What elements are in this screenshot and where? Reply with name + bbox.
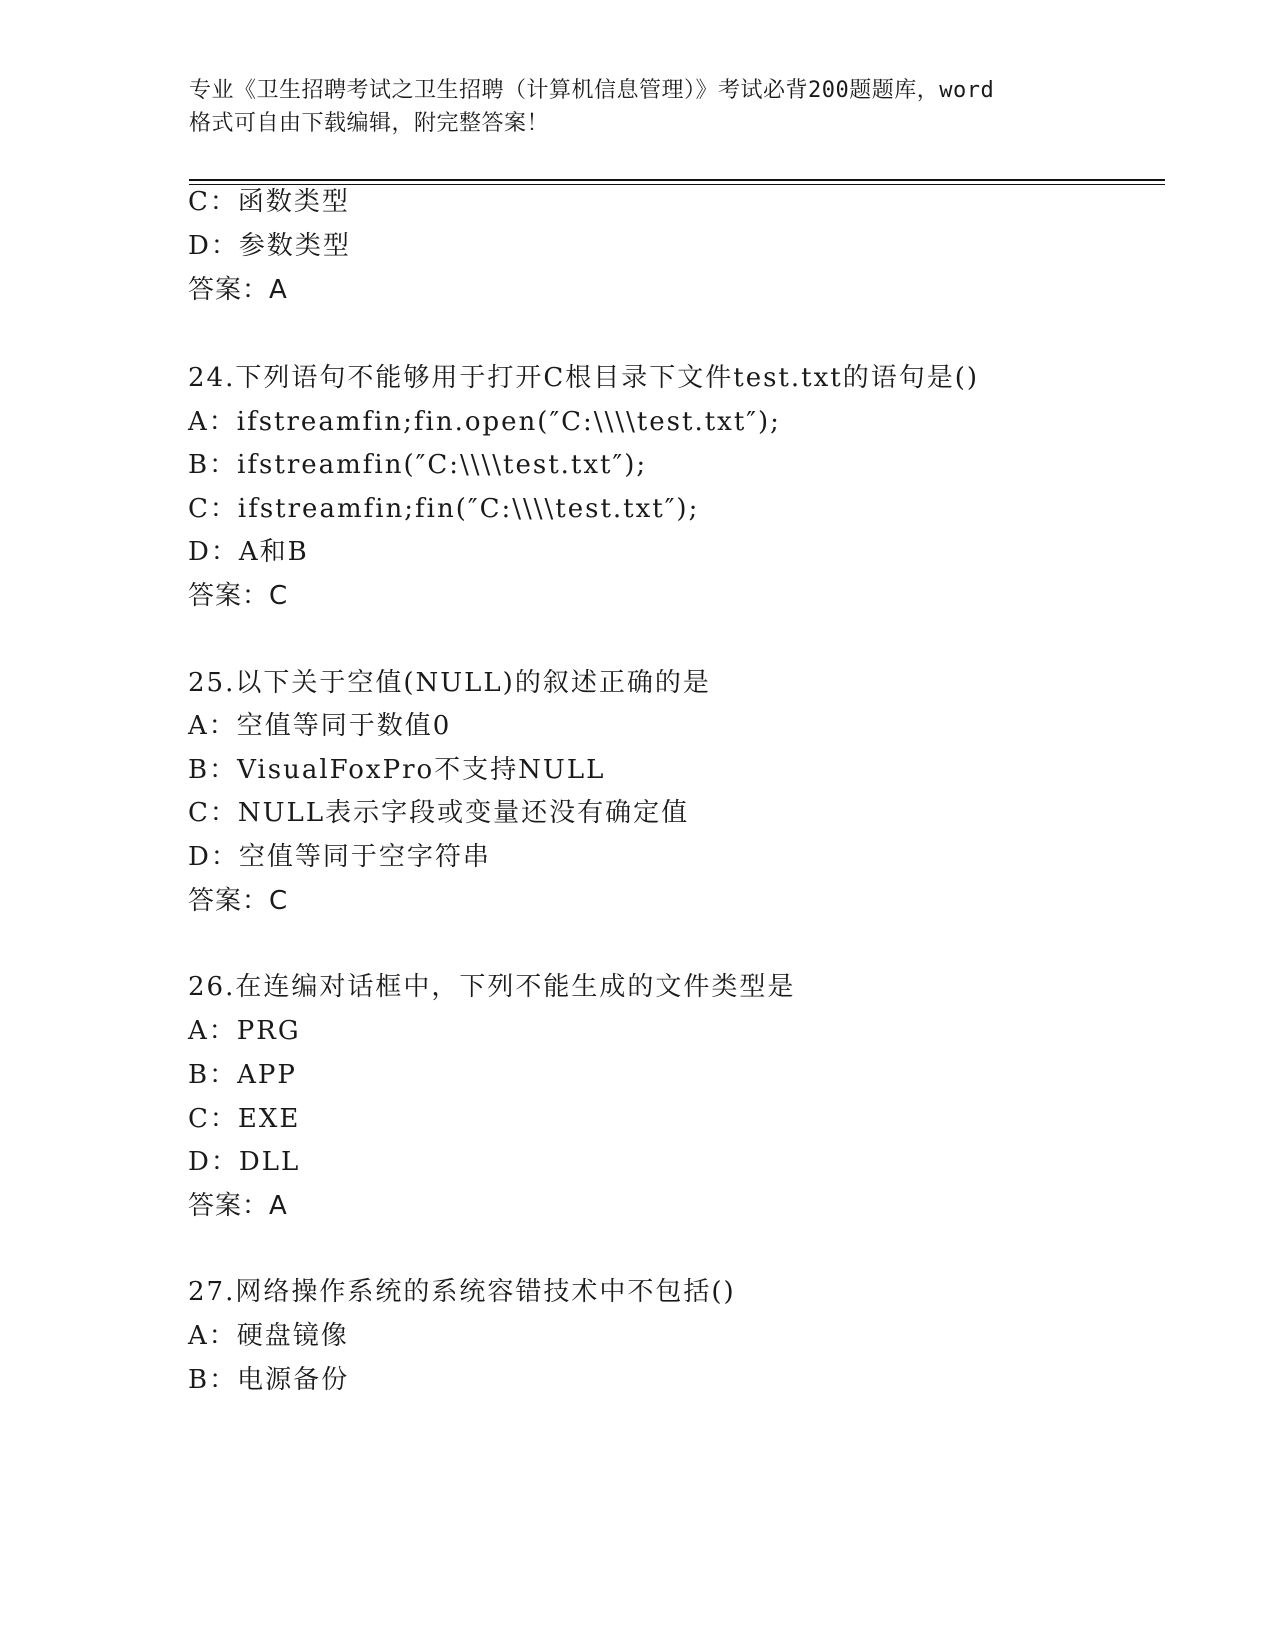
q24-option-c: C：ifstreamfin;fin(″C:\\\\test.txt″); xyxy=(188,494,700,524)
q25-option-b: B：VisualFoxPro不支持NULL xyxy=(188,755,606,785)
q25-option-d: D：空值等同于空字符串 xyxy=(188,842,491,872)
document-header xyxy=(189,74,1089,140)
q23-option-d: D：参数类型 xyxy=(188,231,351,261)
q24-option-a: A：ifstreamfin;fin.open(″C:\\\\test.txt″); xyxy=(188,407,781,437)
q24-question: 24.下列语句不能够用于打开C根目录下文件test.txt的语句是() xyxy=(188,363,979,393)
q25-option-a: A：空值等同于数值0 xyxy=(188,711,452,741)
q27-option-a: A：硬盘镜像 xyxy=(188,1321,349,1351)
q26-option-b: B：APP xyxy=(188,1060,297,1090)
q23-answer: 答案：A xyxy=(188,275,288,305)
q26-answer: 答案：A xyxy=(188,1191,288,1221)
q25-answer: 答案：C xyxy=(188,886,289,916)
q25-option-c: C：NULL表示字段或变量还没有确定值 xyxy=(188,798,690,828)
q23-option-c: C：函数类型 xyxy=(188,187,350,217)
q26-option-c: C：EXE xyxy=(188,1104,301,1134)
header-rule-thin xyxy=(189,184,1165,185)
header-line-2: 格式可自由下载编辑，附完整答案！ xyxy=(189,111,550,136)
q24-option-d: D：A和B xyxy=(188,537,309,567)
q26-question: 26.在连编对话框中，下列不能生成的文件类型是 xyxy=(188,972,796,1002)
q27-option-b: B：电源备份 xyxy=(188,1365,350,1395)
q24-answer: 答案：C xyxy=(188,581,289,611)
q24-option-b: B：ifstreamfin(″C:\\\\test.txt″); xyxy=(188,450,648,480)
q26-option-a: A：PRG xyxy=(188,1016,301,1046)
q27-question: 27.网络操作系统的系统容错技术中不包括() xyxy=(188,1277,736,1307)
header-line-1: 专业《卫生招聘考试之卫生招聘（计算机信息管理）》考试必背200题题库，word xyxy=(189,78,995,103)
q25-question: 25.以下关于空值(NULL)的叙述正确的是 xyxy=(188,668,711,698)
q26-option-d: D：DLL xyxy=(188,1147,301,1177)
header-rule-thick xyxy=(189,179,1165,181)
